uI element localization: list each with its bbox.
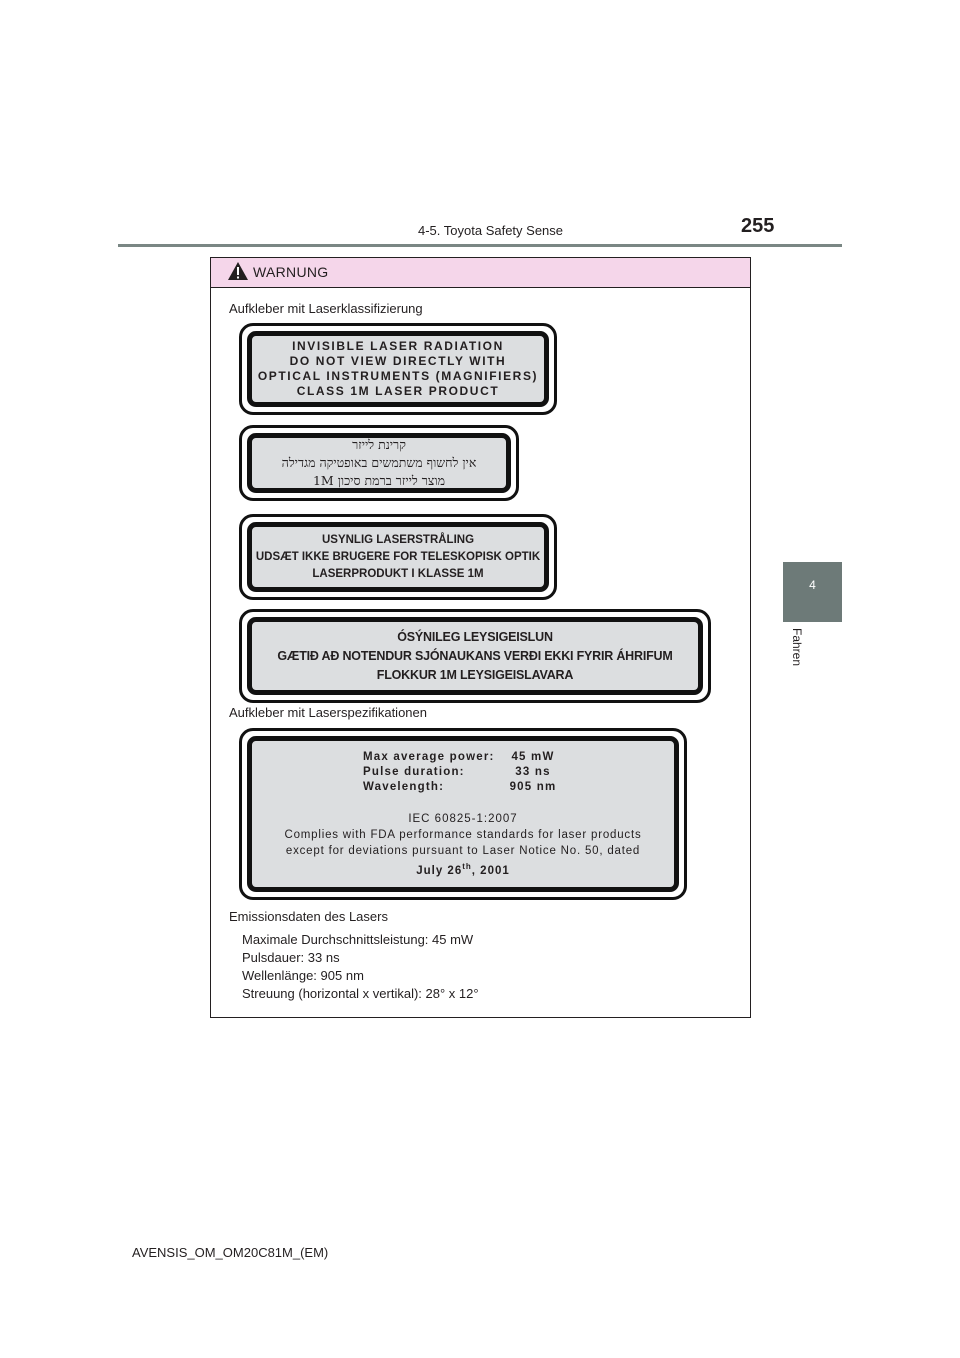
emission-line: Wellenlänge: 905 nm <box>242 968 364 983</box>
spec-date-b: , 2001 <box>471 864 510 877</box>
laser-label-icelandic <box>239 609 711 703</box>
page-number: 255 <box>741 215 775 237</box>
label-line: CLASS 1M LASER PRODUCT <box>296 384 500 398</box>
laser-spec-label <box>239 728 687 900</box>
spec-date-sup: th <box>462 861 472 871</box>
spec-compliance-2: except for deviations pursuant to Laser Notice No. 50, dated <box>285 844 641 857</box>
warning-title: WARNUNG <box>253 264 329 280</box>
chapter-number: 4 <box>809 578 816 592</box>
spec-power-key: Max average power: <box>363 750 495 763</box>
label-line: USYNLIG LASERSTRÅLING <box>321 533 475 546</box>
label-line: OPTICAL INSTRUMENTS (MAGNIFIERS) <box>257 369 539 383</box>
document-code: AVENSIS_OM_OM20C81M_(EM) <box>132 1245 329 1260</box>
spec-date-a: July 26 <box>416 864 463 877</box>
spec-wave-value: 905 nm <box>509 780 557 793</box>
label-line: מוצר לייזר ברמת סיכון 1M <box>312 473 446 488</box>
laser-label-hebrew <box>239 425 519 501</box>
label-line: INVISIBLE LASER RADIATION <box>292 339 504 353</box>
label-line: ÓSÝNILEG LEYSIGEISLUN <box>397 629 553 644</box>
emission-line: Streuung (horizontal x vertikal): 28° x 12° <box>242 986 479 1001</box>
header-divider <box>118 244 842 247</box>
emission-list <box>242 931 479 1003</box>
section-title: 4-5. Toyota Safety Sense <box>418 223 564 238</box>
label-line: LASERPRODUKT I KLASSE 1M <box>312 567 484 580</box>
laser-label-english <box>239 323 557 415</box>
emission-line: Pulsdauer: 33 ns <box>242 950 340 965</box>
spec-compliance-1: Complies with FDA performance standards for laser products <box>284 828 642 841</box>
spec-table <box>363 750 563 795</box>
label-line: קרינת לייזר <box>352 437 406 452</box>
label-line: DO NOT VIEW DIRECTLY WITH <box>289 354 507 368</box>
spec-standard: IEC 60825-1:2007 <box>408 812 518 825</box>
label-line: GÆTIÐ AÐ NOTENDUR SJÓNAUKANS VERÐI EKKI FYRIR ÁHRIFUM <box>277 648 673 663</box>
warning-triangle-icon <box>227 261 249 281</box>
chapter-label: Fahren <box>790 628 804 667</box>
spec-wave-key: Wavelength: <box>363 780 445 793</box>
label-line: אין לחשוף משתמשים באופטיקה מגדילה <box>281 455 477 470</box>
spec-pulse-value: 33 ns <box>515 765 551 778</box>
spec-power-value: 45 mW <box>511 750 555 763</box>
laser-label-danish <box>239 514 557 600</box>
spec-date <box>416 859 510 879</box>
caption-specification: Aufkleber mit Laserspezifikationen <box>229 705 427 720</box>
warning-header <box>211 258 750 288</box>
caption-classification: Aufkleber mit Laserklassifizierung <box>229 301 423 316</box>
label-line: FLOKKUR 1M LEYSIGEISLAVARA <box>376 667 574 682</box>
chapter-tab <box>783 562 842 622</box>
spec-pulse-key: Pulse duration: <box>363 765 465 778</box>
label-line: UDSÆT IKKE BRUGERE FOR TELESKOPISK OPTIK <box>255 550 541 563</box>
emission-heading: Emissionsdaten des Lasers <box>229 909 388 924</box>
emission-line: Maximale Durchschnittsleistung: 45 mW <box>242 932 474 947</box>
